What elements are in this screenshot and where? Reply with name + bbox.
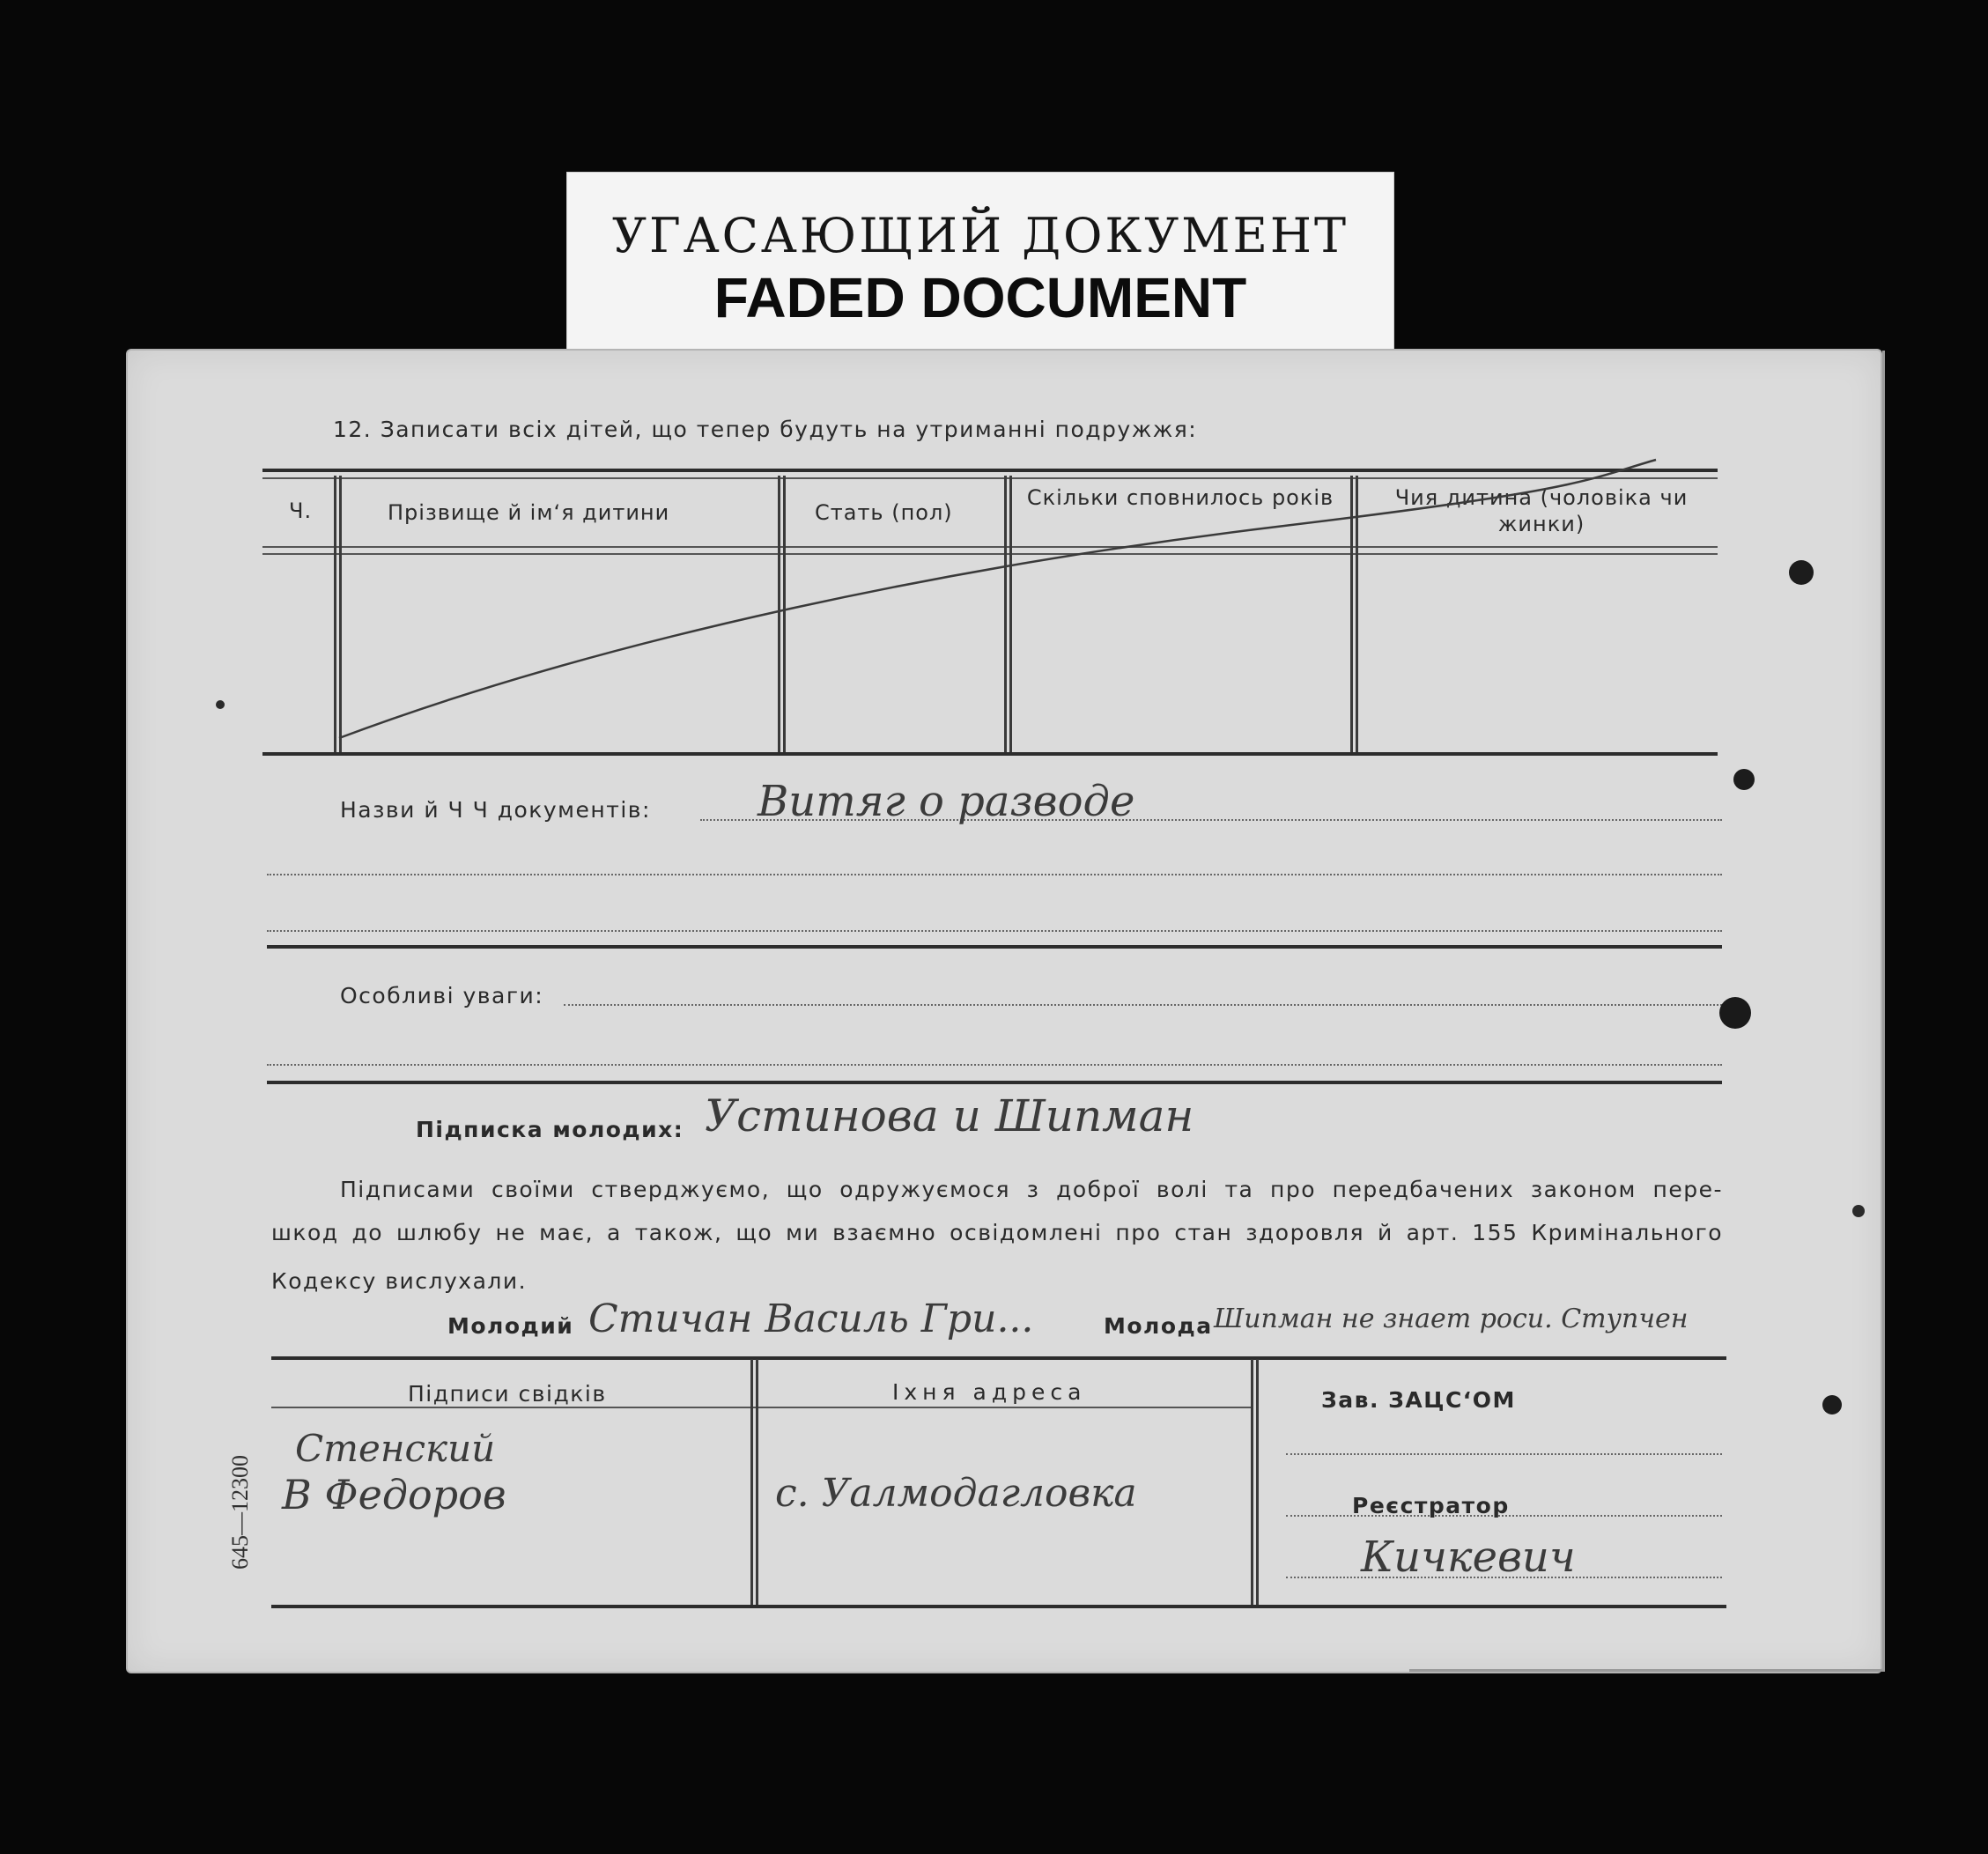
witness-1-signature: Стенский	[295, 1427, 496, 1470]
notes-label: Особливі уваги:	[340, 983, 544, 1008]
bride-label: Молода	[1104, 1313, 1213, 1339]
groom-signature: Стичан Василь Гри...	[588, 1296, 1034, 1341]
signature-label: Підписка молодих:	[416, 1117, 684, 1142]
form-serial-number: 645—12300	[227, 1455, 253, 1570]
declaration-line-3: Кодексу вислухали.	[271, 1268, 528, 1294]
label-russian: УГАСАЮЩИЙ ДОКУМЕНТ	[611, 208, 1349, 263]
table-header-age: Скільки сповнилось років	[1026, 485, 1334, 510]
declaration-line-2: шкод до шлюбу не має, а також, що ми взаємно освідомлені про стан здоровля й арт. 155 Кримінального	[271, 1220, 1723, 1245]
registrar-signature: Кичкевич	[1361, 1533, 1576, 1582]
documents-label: Назви й Ч Ч документів:	[340, 797, 651, 823]
table-header-number: Ч.	[289, 499, 313, 523]
table-header-name: Прізвище й ім‘я дитини	[388, 500, 670, 525]
groom-label: Молодий	[447, 1313, 574, 1339]
table-header-sex: Стать (пол)	[815, 500, 953, 525]
signature-handwriting: Устинова и Шипман	[705, 1090, 1194, 1141]
bride-signature: Шипман не знает роси. Ступчен	[1214, 1304, 1689, 1334]
section-title: 12. Записати всіх дітей, що тепер будуть на утриманні подружжя:	[333, 417, 1198, 442]
registrar-label: Реєстратор	[1352, 1493, 1510, 1518]
label-english: FADED DOCUMENT	[713, 266, 1247, 329]
witnesses-header: Підписи свідків	[408, 1381, 607, 1407]
documents-handwriting: Витяг о разводе	[758, 777, 1135, 826]
witness-2-signature: В Федоров	[282, 1471, 506, 1518]
table-header-whose-child: Чия дитина (чоловіка чи жинки)	[1394, 485, 1689, 536]
address-header: Іхня адреса	[892, 1379, 1087, 1405]
declaration-line-1: Підписами своїми стверджуємо, що одружуємося з доброї волі та про передбачених законом пере-	[340, 1177, 1723, 1202]
head-label: Зав. ЗАЦС‘ОМ	[1321, 1387, 1516, 1413]
address-handwriting: с. Уалмодагловка	[775, 1471, 1137, 1516]
